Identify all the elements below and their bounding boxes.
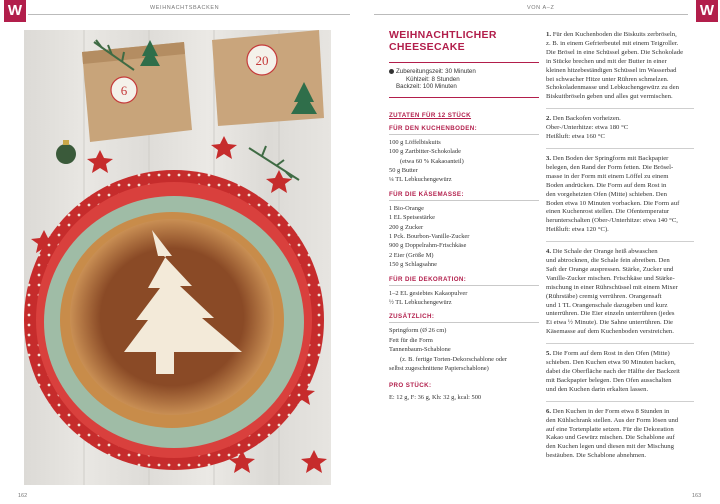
step-line: belegen, den Rand der Form fetten. Die Brösel-: [546, 163, 674, 171]
section-rule: [389, 134, 539, 135]
cheesecake-photo: [24, 30, 331, 485]
section-heading: FÜR DEN KUCHENBODEN:: [389, 124, 478, 132]
svg-text:6: 6: [120, 83, 128, 98]
header-rule-right: [374, 14, 688, 15]
ingredient-line: ½ TL Lebkuchengewürz: [389, 299, 452, 307]
step-number: 1.: [546, 31, 553, 38]
step-line: 2. Den Backofen vorheizen.: [546, 115, 621, 123]
ingredient-line: (z. B. fertige Torten-Dekorschablone oder: [400, 355, 507, 363]
step-line: Saft der Orange auspressen. Stärke, Zucker und: [546, 265, 674, 273]
step-line: herunterschalten (Ober-/Unterhitze: etwa 140 °C,: [546, 217, 678, 225]
step-line: Heißluft: etwa 120 °C).: [546, 226, 609, 234]
step-line: und den Kuchen darin erkalten lassen.: [546, 385, 649, 393]
ingredient-line: 1 Bio-Orange: [389, 204, 424, 212]
brand-logo-left: W: [4, 0, 26, 22]
step-line: den vorgeheizten Ofen (Mitte) schieben. Den: [546, 190, 667, 198]
step-line: bei schwacher Hitze unter Rühren schmelzen.: [546, 75, 669, 83]
step-line: Boden andrücken. Die Form auf dem Rost in: [546, 181, 667, 189]
ingredient-line: 50 g Butter: [389, 167, 418, 174]
step-line: mit Backpapier belegen. Den Ofen ausschalten: [546, 376, 672, 384]
ingredient-line: 100 g Löffelbiskuits: [389, 138, 441, 146]
header-rule-left: [28, 14, 350, 15]
time-info: [389, 62, 539, 91]
section-rule: [389, 322, 539, 323]
step-number: 4.: [546, 248, 553, 256]
ingredient-line: 150 g Schlagsahne: [389, 261, 437, 269]
step-line: kleinen hitzebeständigen Schüssel im Wasserbad: [546, 66, 677, 74]
step-line: masse in der Form mit einem Löffel zu einem: [546, 172, 669, 180]
svg-text:20: 20: [255, 53, 269, 68]
christmas-bauble: [56, 144, 76, 164]
step-line: Die Brösel in eine Schüssel geben. Die Schokolade: [546, 48, 684, 56]
brand-logo-right: W: [696, 0, 718, 22]
step-line: Käsemasse auf dem Kuchenboden verstreichen.: [546, 328, 674, 336]
step-line: Vanille-Zucker mischen. Frischkäse und Stärke-: [546, 274, 675, 282]
title-line-2: CHEESECAKE: [389, 40, 465, 53]
step-line: den Kuchen legen und diesen mit der Mischung: [546, 443, 674, 451]
step-line: Biskuitbröseln geben und alles gut vermischen.: [546, 93, 673, 101]
section-heading: ZUSÄTZLICH:: [389, 313, 435, 321]
step-line: unterrühren. Die Eier einzeln unterrühren (jedes: [546, 310, 675, 318]
steps-column: [546, 31, 694, 473]
step-line: in Stücke brechen und mit der Butter in einer: [546, 57, 667, 65]
divider: [389, 97, 539, 98]
prep-time: Zubereitungszeit: 30 Minuten: [396, 68, 476, 75]
running-head-left: WEIHNACHTSBACKEN: [150, 5, 220, 11]
cheesecake-illustration: [24, 30, 331, 485]
step-line: Kakao und Gewürz mischen. Die Schablone auf: [546, 434, 675, 442]
ingredient-line: (etwa 60 % Kakaoanteil): [400, 157, 464, 165]
section-rule: [389, 285, 539, 286]
step-line: den Kühlschrank stellen. Aus der Form lösen und: [546, 416, 679, 424]
step-line: Ei etwa ½ Minute). Die Sahne unterrühren. Die: [546, 319, 674, 327]
step-line: und 1 TL Orangenschale dazugeben und kurz: [546, 301, 668, 309]
step-line: Heißluft: etwa 160 °C: [546, 133, 605, 141]
running-head-right: VON A–Z: [527, 5, 555, 11]
step-number: 6.: [546, 407, 553, 415]
ingredient-line: Springform (Ø 26 cm): [389, 327, 447, 335]
ingredient-line: 900 g Doppelrahm-Frischkäse: [389, 242, 467, 250]
ingredient-line: 2 Eier (Größe M): [389, 251, 434, 259]
ingredients-heading: ZUTATEN FÜR 12 STÜCK: [389, 111, 472, 119]
gift-bag-left: [82, 40, 192, 142]
ingredient-line: selbst zugeschnittene Papierschablone): [389, 365, 489, 373]
step-line: und abtrocknen, die Schale fein abreiben. Den: [546, 257, 670, 265]
step-line: bestäuben. Die Schablone abnehmen.: [546, 452, 647, 460]
title-line-1: WEIHNACHTLICHER: [389, 29, 497, 41]
step-line: (Rührstäbe) cremig verrühren. Orangensaft: [546, 292, 662, 300]
recipe-column: [389, 30, 539, 402]
recipe-step: [546, 248, 694, 344]
step-line: dabei die Oberfläche nach der Hälfte der Backzeit: [546, 368, 680, 375]
ingredient-line: Tannenbaum-Schablone: [389, 346, 451, 354]
step-line: 6. Den Kuchen in der Form etwa 8 Stunden in: [546, 407, 670, 415]
step-line: schieben. Den Kuchen etwa 90 Minuten backen,: [546, 359, 676, 367]
clock-icon: [389, 69, 394, 74]
bake-time: Backzeit: 100 Minuten: [396, 83, 457, 91]
ingredient-line: 1 EL Speisestärke: [389, 214, 435, 222]
section-heading: FÜR DIE KÄSEMASSE:: [389, 190, 464, 198]
recipe-step: [546, 155, 694, 242]
ingredient-line: 1 Pck. Bourbon-Vanille-Zucker: [389, 233, 470, 241]
step-line: 4. Die Schale der Orange heiß abwaschen: [546, 248, 658, 256]
step-line: Ober-/Unterhitze: etwa 180 °C: [546, 124, 629, 132]
step-line: Boden etwa 10 Minuten vorbacken. Die Form auf: [546, 199, 680, 207]
step-line: 1. Für den Kuchenboden die Biskuits zerbröseln,: [546, 31, 677, 38]
section-heading: FÜR DIE DEKORATION:: [389, 275, 467, 283]
ingredient-line: ¼ TL Lebkuchengewürz: [389, 176, 452, 184]
section-rule: [389, 200, 539, 201]
step-line: einen Kuchenrost stellen. Die Ofentemperatur: [546, 208, 670, 216]
recipe-step: [546, 350, 694, 402]
page-number-left: 162: [18, 493, 28, 499]
step-line: z. B. in einem Gefrierbeutel mit einem Teigroller.: [546, 39, 679, 47]
ingredient-line: 1–2 EL gesiebtes Kakaopulver: [389, 289, 468, 297]
ingredient-line: Fett für die Form: [389, 336, 433, 344]
ingredient-sections: [389, 125, 539, 374]
page-number-right: 163: [692, 493, 702, 499]
recipe-step: [546, 115, 694, 149]
recipe-step: [546, 31, 694, 109]
recipe-title: [389, 30, 539, 53]
step-number: 2.: [546, 115, 553, 123]
step-line: auf eine Tortenplatte setzen. Für die Dekoration: [546, 425, 674, 433]
step-line: mischung in einer Rührschüssel mit einem Mixer: [546, 283, 678, 291]
cool-time: Kühlzeit: 8 Stunden: [406, 75, 460, 83]
ingredient-line: 100 g Zartbitter-Schokolade: [389, 148, 461, 156]
recipe-step: [546, 408, 694, 467]
step-line: 3. Den Boden der Springform mit Backpapier: [546, 154, 669, 162]
nutrition-info: E: 12 g, F: 36 g, Kh: 32 g, kcal: 500: [389, 393, 482, 401]
step-number: 5.: [546, 350, 553, 358]
gift-bag-right: [212, 30, 324, 126]
step-line: Schokoladenmasse und Lebkuchengewürz zu den: [546, 84, 679, 92]
per-piece-heading: PRO STÜCK:: [389, 381, 432, 389]
ingredient-line: 200 g Zucker: [389, 223, 424, 231]
step-number: 3.: [546, 154, 553, 162]
step-line: 5. Die Form auf dem Rost in den Ofen (Mitte): [546, 350, 670, 358]
